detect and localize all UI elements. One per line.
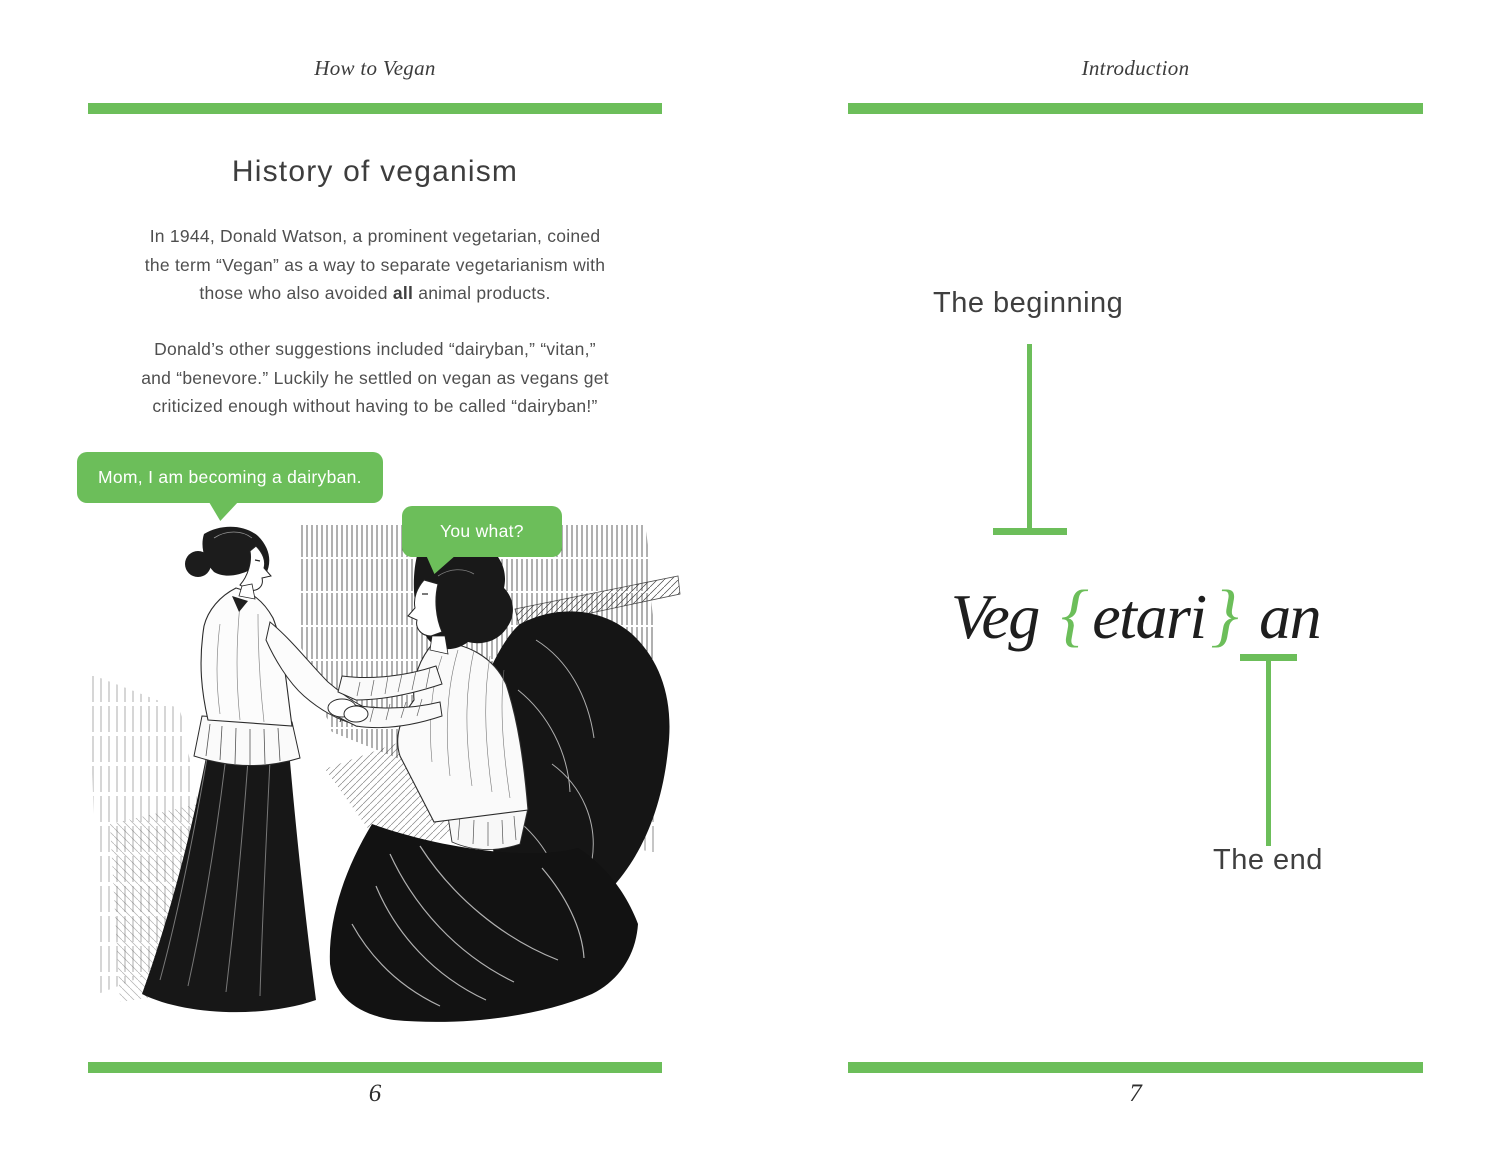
paragraph-1-line-2: the term “Vegan” as a way to separate vegetarianism with <box>144 254 606 275</box>
paragraph-2-line-2: and “benevore.” Luckily he settled on vegan as vegans get <box>141 367 609 388</box>
word-etari: etari <box>1092 581 1206 652</box>
beginning-pointer-line <box>1027 344 1032 530</box>
left-running-head: How to Vegan <box>314 56 436 80</box>
right-running-head: Introduction <box>1081 56 1190 80</box>
paragraph-1 <box>113 222 637 308</box>
left-page-number: 6 <box>368 1080 382 1107</box>
paragraph-1-line-3 <box>113 279 637 308</box>
word-an: an <box>1259 581 1321 652</box>
line-3-post: animal products. <box>413 283 551 303</box>
paragraph-2 <box>113 335 637 421</box>
paragraph-2-line-3: criticized enough without having to be called “dairyban!” <box>152 396 598 416</box>
paragraph-1-line-1: In 1944, Donald Watson, a prominent vegetarian, coined <box>149 226 601 246</box>
line-3-bold-word: all <box>392 283 414 303</box>
speech-bubble-you-what <box>402 506 562 557</box>
close-brace: } <box>1210 577 1238 654</box>
right-top-rule <box>848 103 1423 114</box>
right-page-number: 7 <box>1129 1080 1142 1107</box>
left-page-title: History of veganism <box>231 155 519 188</box>
line-3-pre: those who also avoided <box>199 283 393 303</box>
end-label: The end <box>1213 844 1323 876</box>
speech-bubble-dairyban <box>77 452 383 503</box>
left-bottom-rule <box>88 1062 662 1073</box>
illustration-two-victorian-women <box>90 524 682 1022</box>
paragraph-2-line-1: Donald’s other suggestions included “dairyban,” “vitan,” <box>154 339 596 359</box>
clasped-hands-2 <box>344 706 368 722</box>
beginning-pointer-bar <box>993 528 1067 535</box>
speech-bubble-tail <box>205 501 239 521</box>
beginning-label: The beginning <box>933 287 1124 319</box>
end-pointer-line <box>1266 657 1271 846</box>
left-top-rule <box>88 103 662 114</box>
speech-bubble-you-what-text: You what? <box>440 521 524 541</box>
vegetarian-wordmark <box>848 576 1423 656</box>
standing-woman-hair-bun <box>185 551 211 577</box>
open-brace: { <box>1060 577 1088 654</box>
right-bottom-rule <box>848 1062 1423 1073</box>
word-veg: Veg <box>950 581 1039 652</box>
speech-bubble-dairyban-text: Mom, I am becoming a dairyban. <box>98 467 362 487</box>
